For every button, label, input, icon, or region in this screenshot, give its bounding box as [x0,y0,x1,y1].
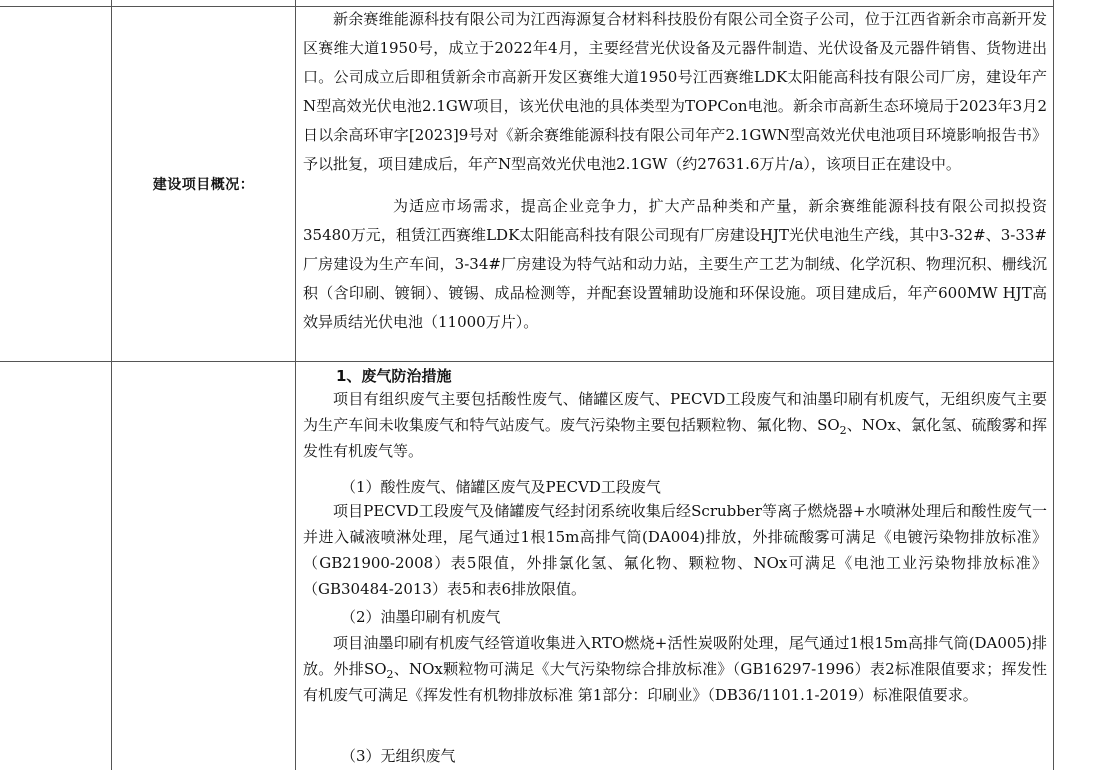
overview-paragraph-1-text: 新余赛维能源科技有限公司为江西海源复合材料科技股份有限公司全资子公司，位于江西省新余市高新开发区赛维大道1950号，成立于2022年4月，主要经营光伏设备及元器件制造、光伏设备及元器件销售、货物进出口。公司成立后即租赁新余市高新开发区赛维大道1950号江西赛维LDK太阳能高科技有限公司厂房，建设年产N型高效光伏电池2.1GW项目，该光伏电池的具体类型为TOPCon电池。新余市高新生态环境局于2023年3月2日以余高环审字[2023]9号对《新余赛维能源科技有限公司年产2.1GWN型高效光伏电池项目环境影响报告书》予以批复，项目建成后，年产N型高效光伏电池2.1GW（约27631.6万片/a），该项目正在建设中。 [303,10,1047,173]
overview-label: 建设项目概况： [152,177,255,193]
acid-exhaust-text: 项目PECVD工段废气及储罐废气经封闭系统收集后经Scrubber等离子燃烧器+水喷淋处理后和酸性废气一并进入碱液喷淋处理，尾气通过1根15m高排气筒(DA004)排放，外排硫酸雾可满足《电镀污染物排放标准》（GB21900-2008）表5限值，外排氯化氢、氟化物、颗粒物、NOx可满足《电池工业污染物排放标准》（GB30484-2013）表5和表6排放限值。 [303,502,1047,598]
subsection-heading-acid-exhaust: （1）酸性废气、储罐区废气及PECVD工段废气 [341,478,661,496]
ink-exhaust-text-a: 项目油墨印刷有机废气经管道收集进入RTO燃烧+活性炭吸附处理，尾气通过1根15m高排气筒(DA005)排放。外排SO [303,634,1047,678]
table-column-divider [295,0,296,770]
subsection-heading-fugitive-exhaust: （3）无组织废气 [341,747,456,765]
overview-paragraph-1 [303,5,1047,185]
section-heading-exhaust: 1、废气防治措施 [336,367,452,385]
exhaust-intro-text-b: 、NOx、氯化氢、硫酸雾和挥发性有机废气等。 [303,416,1047,460]
so2-subscript: 2 [839,424,847,437]
exhaust-intro-text-a: 项目有组织废气主要包括酸性废气、储罐区废气、PECVD工段废气和油墨印刷有机废气，无组织废气主要为生产车间未收集废气和特气站废气。废气污染物主要包括颗粒物、氟化物、SO [303,390,1047,434]
so2-subscript-2: 2 [386,668,394,681]
table-left-border [111,0,112,770]
ink-exhaust-text-b: 、NOx颗粒物可满足《大气污染物综合排放标准》（GB16297-1996）表2标准限值要求；挥发性有机废气可满足《挥发性有机物排放标准 第1部分：印刷业》（DB36/1101.1-2019）标准限值要求。 [303,660,1047,704]
table-right-border [1053,0,1054,770]
overview-paragraph-2 [303,192,1047,337]
subsection-heading-ink-exhaust: （2）油墨印刷有机废气 [341,608,501,626]
exhaust-intro-paragraph [303,386,1047,464]
table-row-divider [0,361,1053,362]
ink-exhaust-paragraph [303,630,1047,708]
overview-paragraph-2-text: 为适应市场需求，提高企业竞争力，扩大产品种类和产量，新余赛维能源科技有限公司拟投资35480万元，租赁江西赛维LDK太阳能高科技有限公司现有厂房建设HJT光伏电池生产线，其中3-32#、3-33#厂房建设为生产车间，3-34#厂房建设为特气站和动力站，主要生产工艺为制绒、化学沉积、物理沉积、栅线沉积（含印刷、镀铜）、镀锡、成品检测等，并配套设置辅助设施和环保设施。项目建成后，年产600MW HJT高效异质结光伏电池（11000万片）。 [303,197,1047,331]
acid-exhaust-paragraph [303,498,1047,602]
